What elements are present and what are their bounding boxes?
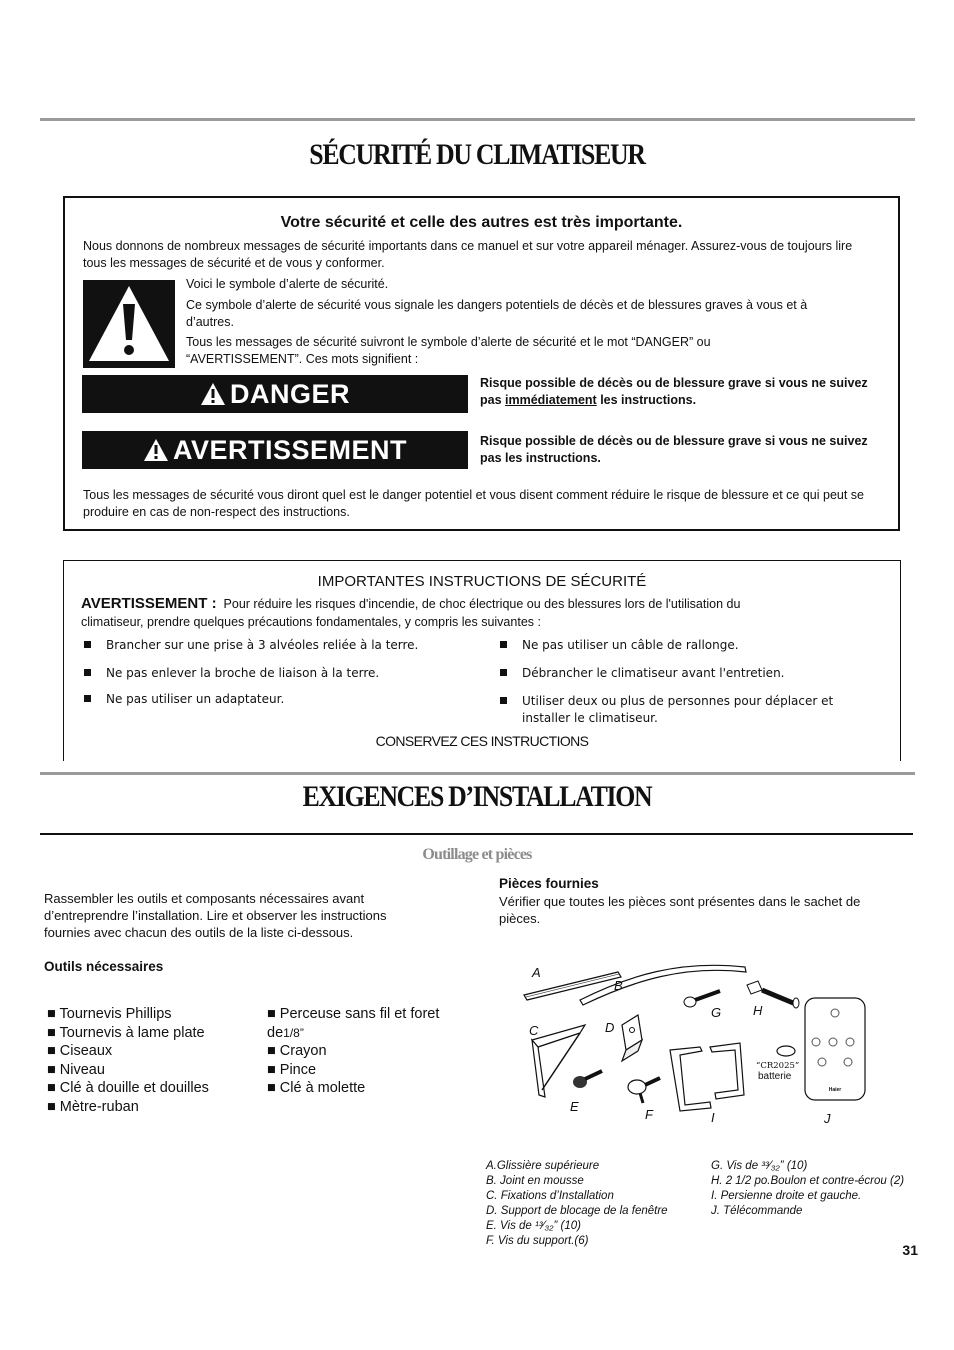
label-f: F (645, 1107, 653, 1122)
list-item: ■ Tournevis à lame plate (47, 1024, 205, 1041)
warning-label: AVERTISSEMENT (172, 434, 408, 465)
important-warning: AVERTISSEMENT : Pour réduire les risques d'incendie, de choc électrique ou des blessures lors de l'utilisation du climatiseur, prendre quelques précautions fondamentales, y compris les suivantes : (81, 595, 741, 629)
list-item: ■ Clé à molette (267, 1080, 366, 1096)
list-item: ■ Ciseaux (47, 1043, 113, 1059)
caption-item: G. Vis de ³³⁄₃₂” (10) (711, 1160, 808, 1172)
list-item: ■ Pince (267, 1061, 317, 1078)
danger-label: DANGER (229, 378, 350, 409)
list-item: ■ Perceuse sans fil et foret (267, 1006, 440, 1022)
danger-description: Risque possible de décès ou de blessure grave si vous ne suivez pas immédiatement les instructions. (480, 376, 868, 407)
safety-alert-icon (83, 280, 175, 368)
safety-footer: Tous les messages de sécurité vous diront quel est le danger potentiel et vous disent comment réduire le risque de blessure et ce qui peut se produire en cas de non-respect des instructions. (83, 488, 864, 519)
caption-item: J. Télécommande (711, 1205, 803, 1217)
label-c: C (529, 1023, 539, 1038)
caption-item: C. Fixations d’Installation (486, 1190, 614, 1202)
danger-alert-icon (200, 382, 226, 406)
install-intro: Rassembler les outils et composants nécessaires avant d’entreprendre l’installation. Lire et observer les instructions fournies avec chacun des outils de la liste ci-dessous. (44, 891, 387, 940)
label-e: E (570, 1099, 579, 1114)
important-instructions-box: IMPORTANTES INSTRUCTIONS DE SÉCURITÉ AVERTISSEMENT : Pour réduire les risques d'incendie, de choc électrique ou des blessures lors de l'utilisation du climatiseur, prendre quelques précautions fondamentales, y compris les suivantes : Brancher sur une prise à 3 alvéoles reliée à la terre. Ne pas enlever la broche de liaison à la terre. Ne pas utiliser un adaptateur. Ne pas utiliser un câble de rallonge. Débrancher le climatiseur avant l'entretien. Utiliser deux ou plus de personnes pour déplacer et installer le climatiseur. CONSERVEZ CES INSTRUCTIONS (63, 560, 901, 761)
list-item: ■ Mètre-ruban (47, 1098, 139, 1115)
list-item: ■ Niveau (47, 1061, 105, 1078)
caption-item: D. Support de blocage de la fenêtre (486, 1205, 668, 1217)
warning-description: Risque possible de décès ou de blessure grave si vous ne suivez pas les instructions. (480, 434, 868, 465)
parts-heading: Pièces fournies (499, 876, 599, 891)
top-rule (40, 118, 915, 121)
tools-left-list (47, 1005, 267, 1116)
safety-intro: Nous donnons de nombreux messages de sécurité importants dans ce manuel et sur votre appareil ménager. Assurez-vous de toujours lire tous les messages de sécurité et de vous y conformer. (83, 239, 853, 270)
list-item: ■ Crayon (267, 1043, 327, 1059)
captions-left (486, 1159, 706, 1249)
list-item: de1/8” (267, 1024, 304, 1041)
part-j-remote (805, 998, 865, 1100)
battery-model: “CR2025” (756, 1061, 800, 1071)
caption-item: B. Joint en mousse (486, 1175, 584, 1187)
battery-label: batterie (758, 1071, 792, 1082)
parts-diagram (500, 955, 900, 1135)
warning-alert-icon (143, 438, 169, 462)
important-heading: IMPORTANTES INSTRUCTIONS DE SÉCURITÉ (317, 573, 647, 590)
label-b: B (614, 978, 623, 993)
section-title-installation: EXIGENCES D’INSTALLATION (302, 780, 652, 813)
danger-banner (82, 375, 468, 413)
caption-item: E. Vis de ¹³⁄₃₂” (10) (486, 1220, 582, 1232)
label-g: G (711, 1005, 722, 1020)
symbol-line-3: Tous les messages de sécurité suivront le symbole d’alerte de sécurité et le mot “DANGER” ou “AVERTISSEMENT”. Ces mots signifient : (186, 335, 711, 366)
section-subtitle: Outillage et pièces (422, 846, 532, 863)
part-e-screw (573, 1071, 602, 1088)
important-footer: CONSERVEZ CES INSTRUCTIONS (375, 733, 589, 749)
tools-heading: Outils nécessaires (44, 959, 164, 974)
part-b-foam-seal (580, 965, 746, 1005)
title-underline (40, 833, 913, 835)
caption-item: A.Glissière supérieure (486, 1160, 600, 1172)
captions-right (711, 1159, 946, 1219)
battery-icon (777, 1046, 795, 1056)
caption-item: H. 2 1/2 po.Boulon et contre-écrou (2) (711, 1175, 905, 1187)
label-d: D (605, 1020, 615, 1035)
label-h: H (753, 1003, 763, 1018)
remote-brand: Haier (828, 1087, 842, 1093)
part-f-screw (628, 1078, 660, 1103)
label-i: I (711, 1110, 715, 1125)
safety-box-heading: Votre sécurité et celle des autres est très importante. (280, 214, 683, 231)
caption-item: F. Vis du support.(6) (486, 1235, 589, 1247)
parts-intro: Vérifier que toutes les pièces sont présentes dans le sachet de pièces. (499, 894, 861, 926)
page-number: 31 (902, 1242, 918, 1258)
important-warning-label: AVERTISSEMENT : (81, 595, 217, 612)
list-item: ■ Tournevis Phillips (47, 1006, 172, 1022)
parts-illustration (500, 955, 900, 1135)
safety-box (63, 196, 900, 531)
list-item: ■ Clé à douille et douilles (47, 1080, 209, 1096)
warning-banner (82, 431, 468, 469)
tools-right-list (267, 1005, 467, 1098)
part-d-lock-bracket (622, 1015, 642, 1061)
symbol-line-1: Voici le symbole d’alerte de sécurité. (186, 277, 389, 291)
symbol-line-2: Ce symbole d’alerte de sécurité vous signale les dangers potentiels de décès et de blessures graves à vous et à d’autres. (186, 298, 808, 329)
section-rule (40, 772, 915, 775)
caption-item: I. Persienne droite et gauche. (711, 1190, 862, 1202)
label-j: J (824, 1111, 831, 1126)
label-a: A (532, 965, 541, 980)
section-title-safety: SÉCURITÉ DU CLIMATISEUR (309, 138, 645, 171)
part-i-louvers (670, 1043, 744, 1111)
